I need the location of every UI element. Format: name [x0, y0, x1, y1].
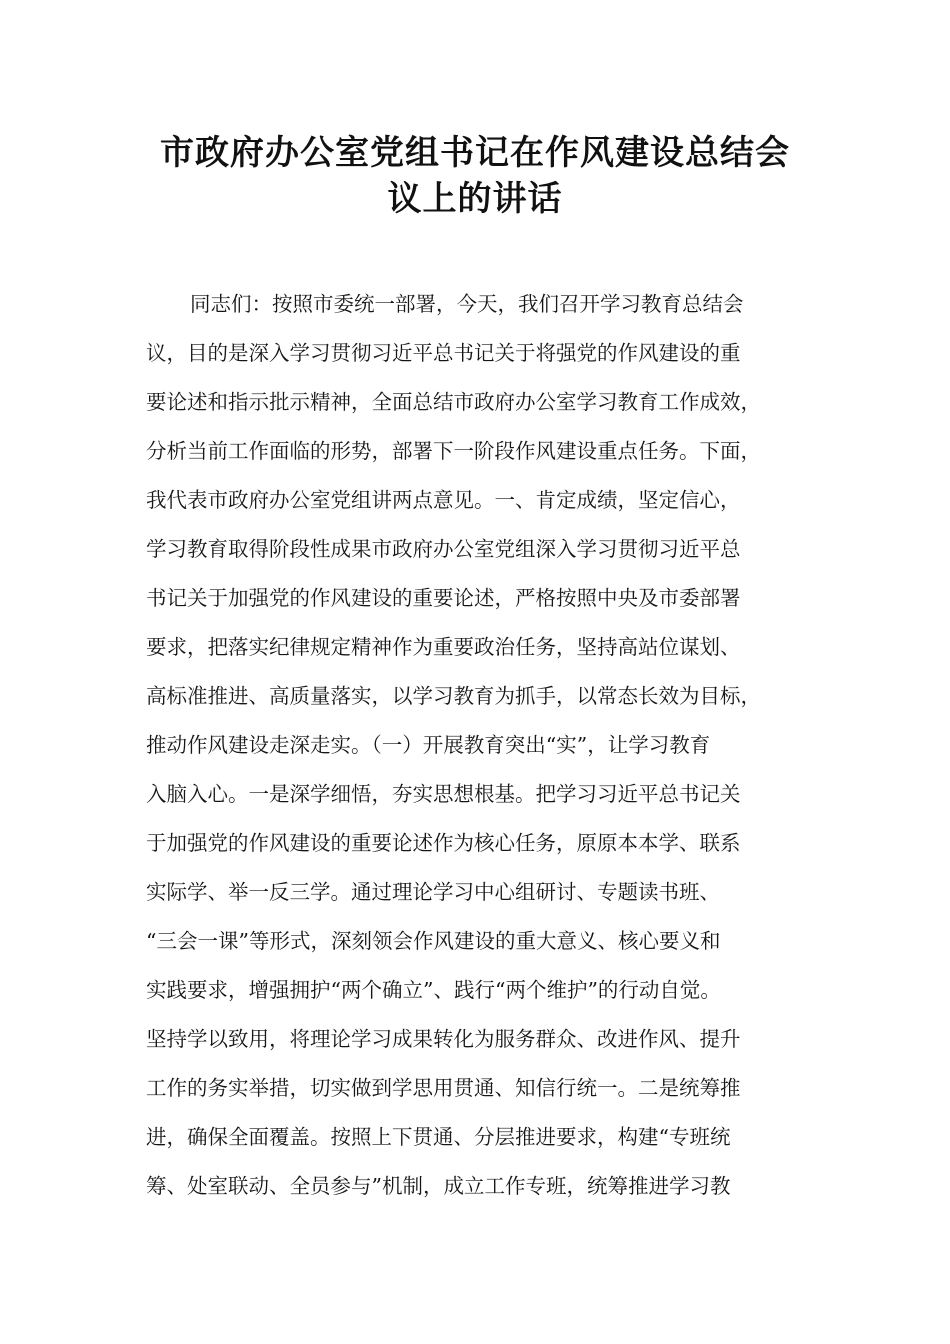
- body-line: 进，确保全面覆盖。按照上下贯通、分层推进要求，构建“专班统: [146, 1125, 731, 1149]
- body-line: 于加强党的作风建设的重要论述作为核心任务，原原本本学、联系: [146, 831, 741, 855]
- title-line-2: 议上的讲话: [387, 179, 563, 219]
- body-line: 同志们：按照市委统一部署，今天，我们召开学习教育总结会: [190, 292, 744, 316]
- body-line: 推动作风建设走深走实。（一）开展教育突出“实”，让学习教育: [146, 733, 711, 757]
- body-line: 要论述和指示批示精神，全面总结市政府办公室学习教育工作成效，: [146, 390, 761, 414]
- body-line: “三会一课”等形式，深刻领会作风建设的重大意义、核心要义和: [146, 929, 721, 953]
- body-line: 书记关于加强党的作风建设的重要论述，严格按照中央及市委部署: [146, 586, 741, 610]
- body-line: 学习教育取得阶段性成果市政府办公室党组深入学习贯彻习近平总: [146, 537, 741, 561]
- title-line-1: 市政府办公室党组书记在作风建设总结会: [160, 133, 790, 173]
- body-line: 入脑入心。一是深学细悟，夯实思想根基。把学习习近平总书记关: [146, 782, 741, 806]
- body-line: 高标准推进、高质量落实，以学习教育为抓手，以常态长效为目标，: [146, 684, 761, 708]
- body-line: 我代表市政府办公室党组讲两点意见。一、肯定成绩，坚定信心，: [146, 488, 741, 512]
- document-title: [120, 130, 830, 222]
- body-line: 工作的务实举措，切实做到学思用贯通、知信行统一。二是统筹推: [146, 1076, 741, 1100]
- body-line: 要求，把落实纪律规定精神作为重要政治任务，坚持高站位谋划、: [146, 635, 741, 659]
- body-line: 坚持学以致用，将理论学习成果转化为服务群众、改进作风、提升: [146, 1027, 741, 1051]
- body-line: 议，目的是深入学习贯彻习近平总书记关于将强党的作风建设的重: [146, 341, 741, 365]
- body-line: 筹、处室联动、全员参与”机制，成立工作专班，统筹推进学习教: [146, 1174, 731, 1198]
- body-line: 实际学、举一反三学。通过理论学习中心组研讨、专题读书班、: [146, 880, 720, 904]
- body-line: 分析当前工作面临的形势，部署下一阶段作风建设重点任务。下面，: [146, 439, 761, 463]
- body-line: 实践要求，增强拥护“两个确立”、践行“两个维护”的行动自觉。: [146, 978, 721, 1002]
